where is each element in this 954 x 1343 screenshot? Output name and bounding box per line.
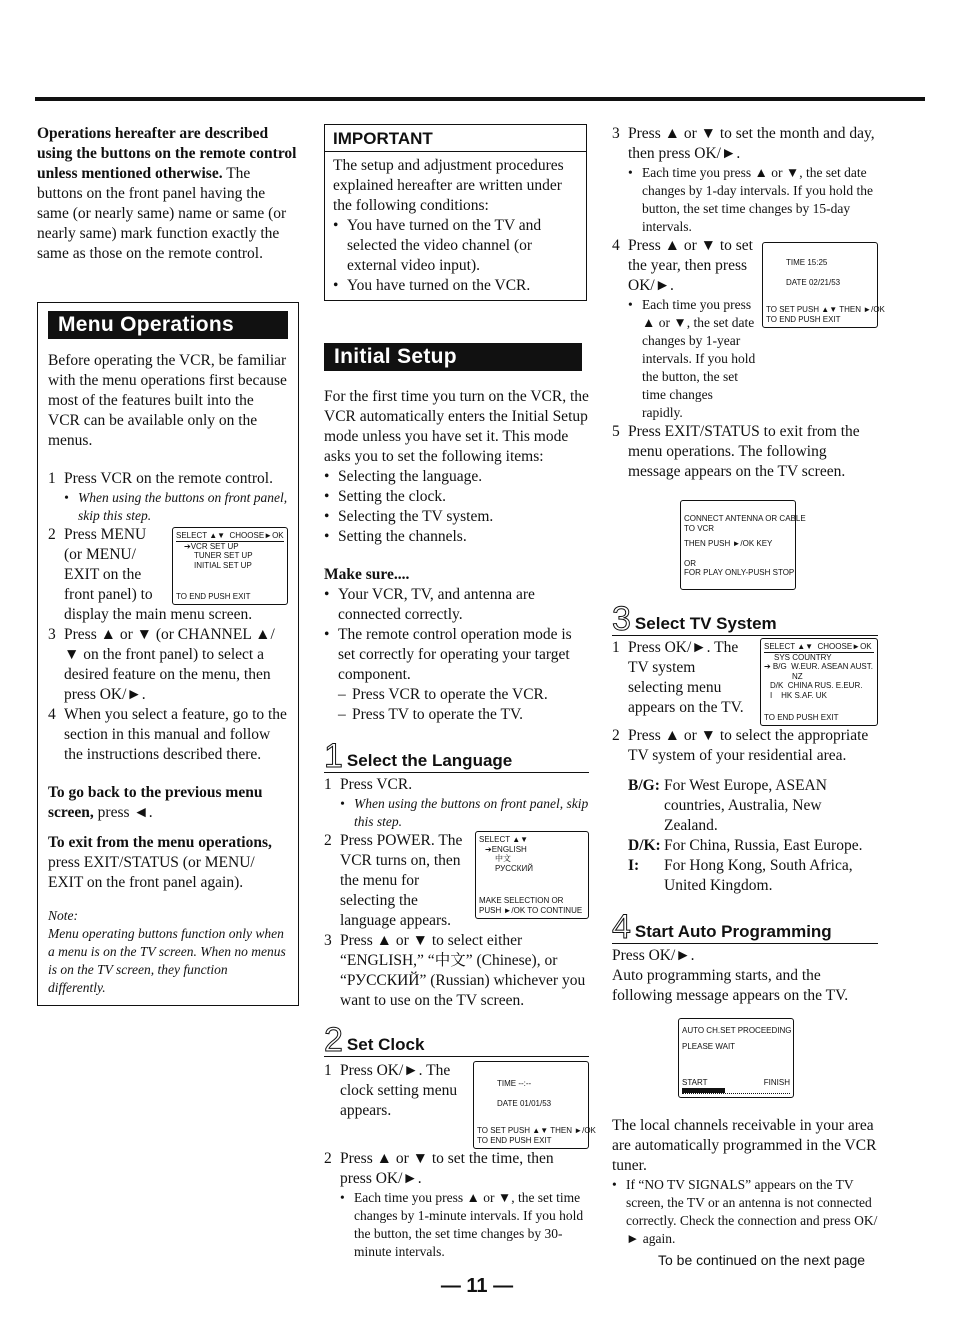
osd-line: FOR PLAY ONLY-PUSH STOP (684, 568, 795, 577)
set-clock-heading (324, 1021, 589, 1059)
clock-step-4-note-text: Each time you press ▲ or ▼, the set date changes by 1-year intervals. If you hold the button, the set time changes rapidly. (642, 297, 756, 420)
menu-step-1-text: Press VCR on the remote control. (64, 470, 273, 487)
tv-step-2: 2 Press ▲ or ▼ to select the appropriate TV system of your residential area. (612, 726, 878, 766)
tv-step-2-text: Press ▲ or ▼ to select the appropriate TV system of your residential area. (628, 727, 869, 764)
osd-line: INITIAL SET UP (194, 560, 252, 570)
osd-line: DATE 01/01/53 (497, 1098, 552, 1108)
menu-step-1-note: • When using the buttons on front panel, skip this step. (64, 490, 288, 523)
lang-step-1: 1 Press VCR. (324, 775, 589, 795)
exit-text: press EXIT/STATUS (or MENU/ EXIT on the front panel again). (48, 854, 255, 891)
connect-message-osd (680, 500, 806, 590)
note-label: Note: (48, 908, 78, 923)
progress-fill (682, 1088, 725, 1093)
clock-step-4-text: Press ▲ or ▼ to set the year, then press OK/►. (628, 237, 753, 294)
check-item: • The remote control operation mode is set correctly for operating your target component. (324, 625, 589, 685)
initial-setup-title: Initial Setup (324, 343, 582, 371)
intro-bold: Operations hereafter are described using the buttons on the remote control unless mentioned otherwise. (37, 125, 297, 182)
go-back-bold: To go back to the previous menu screen, (48, 784, 263, 821)
check-item: • Your VCR, TV, and antenna are connected correctly. (324, 585, 589, 625)
osd-line: 中文 (495, 854, 511, 863)
lang-step-3: 3 Press ▲ or ▼ to select either “ENGLISH,” “中文” (Chinese), or “РУССКИЙ” (Russian) whichever you want to use on the TV screen. (324, 931, 589, 1011)
clock-step-4: 4 TIME 15:25 DATE 02/21/53 TO SET PUSH ▲▼ THEN ►/OK TO END PUSH EXIT Press ▲ or ▼ to set the year, then press OK/►. • Each time you press ▲ or ▼, the set date changes by 1-year intervals. If you hold the button, the set time changes rapidly. (612, 237, 885, 420)
menu-operations-title: Menu Operations (48, 311, 288, 339)
lang-step-1-note: • When using the buttons on front panel, skip this step. (340, 796, 589, 829)
osd-line: THEN PUSH ►/OK KEY (684, 539, 773, 548)
menu-step-4-text: When you select a feature, go to the section in this manual and follow the instructions described there. (64, 706, 287, 763)
osd-line: PLEASE WAIT (682, 1041, 736, 1051)
date-menu-osd (762, 242, 885, 328)
language-menu-osd (475, 831, 589, 919)
auto-press: Press OK/►. (612, 947, 695, 964)
clock-step-3-note-text: Each time you press ▲ or ▼, the set date changes by 1-day intervals. If you hold the button, the set time changes by 15-day intervals. (642, 165, 873, 234)
clock-step-1-text: Press OK/►. The clock setting menu appears. (340, 1062, 458, 1119)
setup-item: • Setting the clock. (324, 487, 589, 507)
osd-line: DATE 02/21/53 (786, 277, 841, 287)
osd-line: TIME 15:25 (786, 258, 828, 267)
lang-step-1-text: Press VCR. (340, 776, 413, 793)
osd-line: TO SET PUSH ▲▼ THEN ►/OK (477, 1126, 596, 1135)
tv-system-code: B/G: (628, 777, 660, 794)
go-back-text: press ◄. (97, 804, 153, 821)
setup-item-text: Selecting the TV system. (338, 508, 494, 525)
osd-line: D/K CHINA RUS. E.EUR. (770, 681, 863, 690)
section-number: 2 (324, 1021, 343, 1059)
go-back-instruction (48, 783, 288, 823)
osd-line: ➔ENGLISH (485, 844, 527, 854)
setup-item-text: Setting the clock. (338, 488, 447, 505)
select-language-heading (324, 737, 589, 775)
dash-item: – Press TV to operate the TV. (324, 705, 589, 725)
osd-line: SYS COUNTRY (774, 652, 832, 662)
osd-line: TO END PUSH EXIT (477, 1135, 552, 1145)
column-right (612, 124, 885, 1248)
continued-notice: To be continued on the next page (658, 1252, 866, 1268)
intro-paragraph (37, 124, 299, 264)
check-item-text: Your VCR, TV, and antenna are connected correctly. (338, 586, 535, 623)
auto-programming-heading (612, 908, 878, 946)
progress-track (682, 1088, 790, 1094)
osd-line: TO END PUSH EXIT (764, 712, 839, 722)
column-left (37, 124, 299, 1006)
important-title: IMPORTANT (325, 129, 586, 152)
setup-item: • Setting the channels. (324, 527, 589, 547)
clock-step-4-note: • Each time you press ▲ or ▼, the set date changes by 1-year intervals. If you hold the button, the set time changes rapidly. (628, 297, 756, 420)
auto-after: The local channels receivable in your area are automatically programmed in the VCR tuner. (612, 1117, 877, 1174)
setup-item-text: Selecting the language. (338, 468, 483, 485)
osd-line: ➔ B/G W.EUR. ASEAN AUST. (764, 662, 873, 671)
osd-line: I HK S.AF. UK (770, 690, 827, 700)
osd-line: MAKE SELECTION OR (479, 896, 564, 905)
tv-system-desc: For China, Russia, East Europe. (664, 837, 863, 854)
important-text: The setup and adjustment procedures explained hereafter are written under the following conditions: (333, 157, 564, 214)
tv-system-list (612, 776, 878, 896)
osd-line: TUNER SET UP (194, 551, 253, 560)
menu-step-3-text: Press ▲ or ▼ (or CHANNEL ▲/ ▼ on the front panel) to select a desired feature on the menu, then press OK/►. (64, 626, 275, 703)
initial-setup-intro: For the first time you turn on the VCR, the VCR automatically enters the Initial Setup mode unless you have set it. This mode asks you to set the following items: (324, 388, 589, 465)
clock-step-3-note: • Each time you press ▲ or ▼, the set date changes by 1-day intervals. If you hold the button, the set time changes by 15-day intervals. (612, 164, 878, 236)
main-menu-osd (172, 527, 288, 605)
clock-step-2-text: Press ▲ or ▼ to set the time, then press OK/►. (340, 1150, 554, 1187)
clock-step-2-note: • Each time you press ▲ or ▼, the set time changes by 1-minute intervals. If you hold the button, the set time changes by 30-minute intervals. (324, 1189, 589, 1261)
osd-line: TIME --:-- (497, 1079, 532, 1088)
menu-operations-box (37, 302, 299, 1006)
tv-system-menu-osd (760, 638, 878, 726)
tv-system-entry (628, 836, 878, 856)
osd-start-label: START (682, 1077, 708, 1087)
section-number: 4 (612, 908, 631, 946)
clock-step-5: 5 Press EXIT/STATUS to exit from the menu operations. The following message appears on the TV screen. (612, 422, 878, 482)
osd-line: CONNECT ANTENNA OR CABLE (684, 514, 806, 523)
setup-item-text: Setting the channels. (338, 528, 467, 545)
lang-step-2: 2 SELECT ▲▼ ➔ENGLISH 中文 РУССКИЙ MAKE SELECTION OR PUSH ►/OK TO CONTINUE Press POWER. The VCR turns on, then the menu for selecting the language appears. (324, 831, 589, 931)
osd-line: SELECT ▲▼ CHOOSE►OK (764, 642, 874, 653)
lang-step-3-text: Press ▲ or ▼ to select either “ENGLISH,” “中文” (Chinese), or “РУССКИЙ” (Russian) whichever you want to use on the TV screen. (340, 932, 586, 1009)
select-language-title: Select the Language (346, 751, 513, 770)
select-tv-system-heading (612, 600, 878, 638)
clock-step-5-text: Press EXIT/STATUS to exit from the menu operations. The following message appears on the TV screen. (628, 423, 860, 480)
important-bullet-text: You have turned on the TV and selected the video channel (or external video input). (347, 217, 542, 274)
clock-step-1: 1 TIME --:-- DATE 01/01/53 TO SET PUSH ▲▼ THEN ►/OK TO END PUSH EXIT Press OK/►. The clock setting menu appears. (324, 1061, 589, 1149)
menu-step-4: 4 When you select a feature, go to the section in this manual and follow the instructions described there. (48, 706, 287, 763)
column-middle (324, 124, 596, 1261)
lang-step-1-note-text: When using the buttons on front panel, skip this step. (354, 796, 589, 829)
osd-line: TO END PUSH EXIT (176, 591, 251, 601)
exit-instruction (48, 833, 288, 893)
osd-line: TO END PUSH EXIT (766, 314, 841, 324)
setup-item: • Selecting the TV system. (324, 507, 589, 527)
section-number: 3 (612, 600, 631, 638)
clock-step-3: 3 Press ▲ or ▼ to set the month and day, then press OK/►. (612, 124, 878, 164)
osd-line: ➔VCR SET UP (184, 541, 239, 551)
clock-menu-osd (473, 1061, 596, 1149)
setup-item: • Selecting the language. (324, 467, 589, 487)
osd-line: РУССКИЙ (495, 863, 533, 873)
lang-step-2-text: Press POWER. The VCR turns on, then the menu for selecting the language appears. (340, 832, 463, 929)
tv-system-entry (628, 776, 878, 836)
important-bullet-text: You have turned on the VCR. (347, 277, 531, 294)
menu-step-1: 1 Press VCR on the remote control. (48, 469, 288, 489)
page-number: — 11 — (440, 1275, 514, 1297)
osd-line: OR (684, 558, 696, 568)
osd-line: SELECT ▲▼ CHOOSE►OK (176, 531, 284, 540)
dash-item-text: Press TV to operate the TV. (352, 706, 524, 723)
auto-text: Auto programming starts, and the following message appears on the TV. (612, 967, 849, 1004)
clock-step-2: 2 Press ▲ or ▼ to set the time, then press OK/►. (324, 1149, 589, 1189)
check-item-text: The remote control operation mode is set correctly for operating your target component. (338, 626, 572, 683)
dash-item-text: Press VCR to operate the VCR. (352, 686, 548, 703)
osd-line: AUTO CH.SET PROCEEDING (682, 1026, 792, 1035)
tv-system-desc: For Hong Kong, South Africa, United Kingdom. (664, 857, 853, 894)
intro-text: The buttons on the front panel having the same (or nearly same) name or same (or nearly same) mark function exactly the same as those on the remote control. (37, 165, 287, 262)
note-text: Menu operating buttons function only when a menu is on the TV screen. When no menus is on the TV screen, they function differently. (48, 926, 286, 995)
select-tv-system-title: Select TV System (634, 614, 777, 633)
menu-step-2: 2 SELECT ▲▼ CHOOSE►OK ➔VCR SET UP TUNER SET UP INITIAL SET UP TO END PUSH EXIT Press MENU (or MENU/ EXIT on the front panel) to display the main menu screen. (48, 525, 288, 625)
menu-operations-intro: Before operating the VCR, be familiar with the menu operations first because most of the features built into the VCR can be available only on the menus. (48, 352, 287, 449)
auto-note: • If “NO TV SIGNALS” appears on the TV screen, the TV or an antenna is not connected correctly. Check the connection and press OK/► again. (612, 1177, 878, 1246)
dash-item: – Press VCR to operate the VCR. (324, 685, 589, 705)
tv-system-entry (628, 856, 878, 896)
exit-bold: To exit from the menu operations, (48, 834, 272, 851)
auto-programming-osd (678, 1018, 794, 1098)
osd-line: TO VCR (684, 523, 715, 533)
section-number: 1 (324, 737, 343, 775)
important-box (324, 124, 587, 301)
osd-line: TO SET PUSH ▲▼ THEN ►/OK (766, 305, 885, 314)
osd-line: PUSH ►/OK TO CONTINUE (479, 905, 583, 915)
tv-system-code: D/K: (628, 837, 661, 854)
auto-note-text: If “NO TV SIGNALS” appears on the TV screen, the TV or an antenna is not connected correctly. Check the connection and press OK/► again. (626, 1177, 878, 1246)
tv-step-1: 1 SELECT ▲▼ CHOOSE►OK SYS COUNTRY ➔ B/G W.EUR. ASEAN AUST. NZ D/K CHINA RUS. E.EUR. I HK S.AF. UK TO END PUSH EXIT Press OK/►. The TV system selecting menu appears on the TV. (612, 638, 878, 726)
clock-step-2-note-text: Each time you press ▲ or ▼, the set time changes by 1-minute intervals. If you hold the button, the set time changes by 30-minute intervals. (354, 1190, 584, 1259)
make-sure-heading: Make sure.... (324, 566, 410, 583)
important-bullet: • You have turned on the VCR. (333, 276, 578, 296)
menu-step-1-note-text: When using the buttons on front panel, skip this step. (78, 490, 288, 523)
tv-system-code: I: (628, 857, 640, 874)
top-rule (35, 97, 925, 101)
important-bullet: • You have turned on the TV and selected the video channel (or external video input). (333, 216, 578, 276)
clock-step-3-text: Press ▲ or ▼ to set the month and day, then press OK/►. (628, 125, 875, 162)
tv-system-desc: For West Europe, ASEAN countries, Australia, New Zealand. (664, 777, 827, 834)
osd-finish-label: FINISH (763, 1077, 790, 1087)
tv-step-1-text: Press OK/►. The TV system selecting menu appears on the TV. (628, 639, 744, 716)
menu-step-3: 3 Press ▲ or ▼ (or CHANNEL ▲/ ▼ on the front panel) to select a desired feature on the menu, then press OK/►. (48, 625, 288, 705)
osd-line: SELECT ▲▼ (479, 835, 529, 844)
menu-step-2-text: Press MENU (or MENU/ EXIT on the front panel) to display the main menu screen. (64, 526, 253, 623)
auto-programming-title: Start Auto Programming (634, 922, 832, 941)
osd-line: NZ (792, 671, 803, 681)
set-clock-title: Set Clock (346, 1035, 425, 1054)
